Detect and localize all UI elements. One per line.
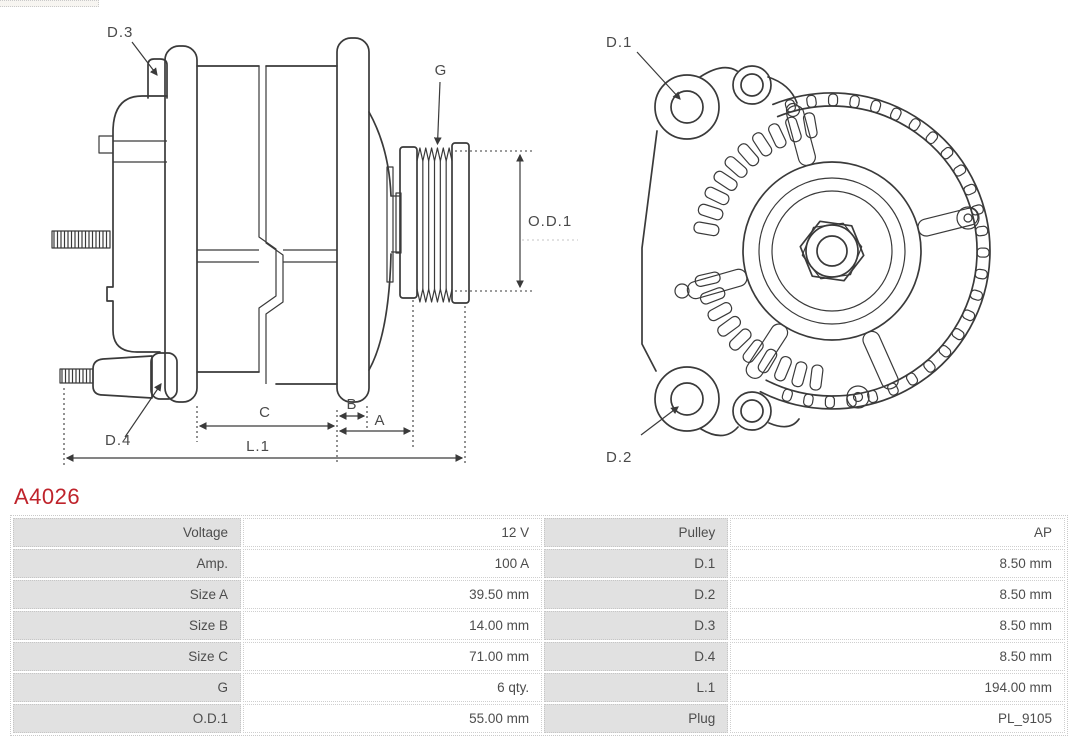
spec-value: 8.50 mm [730, 549, 1065, 578]
spec-label: D.4 [544, 642, 728, 671]
fan-spokes [685, 104, 979, 392]
spec-row [13, 704, 1065, 733]
label-g: G [434, 62, 448, 79]
label-d4: D.4 [105, 432, 132, 449]
spec-value: 8.50 mm [730, 580, 1065, 609]
shaft-nut [800, 221, 863, 280]
spec-label: L.1 [544, 673, 728, 702]
spec-value: 14.00 mm [243, 611, 542, 640]
mounting-hole-d2 [671, 383, 703, 415]
mounting-lug-bottom [93, 356, 152, 398]
spec-value: 71.00 mm [243, 642, 542, 671]
spec-label: G [13, 673, 241, 702]
spec-label: Voltage [13, 518, 241, 547]
spec-row [13, 611, 1065, 640]
spec-value: 8.50 mm [730, 642, 1065, 671]
mounting-ear-bottom [655, 367, 719, 431]
dimension-od1 [455, 151, 578, 291]
label-a: A [374, 412, 386, 429]
leader-d2 [641, 407, 678, 435]
label-l1: L.1 [246, 438, 270, 455]
label-d2: D.2 [606, 449, 633, 466]
spec-value: 6 qty. [243, 673, 542, 702]
casing-bosses [847, 207, 979, 408]
label-od1: O.D.1 [528, 213, 573, 230]
front-view-drawing [606, 34, 990, 466]
spec-value: 194.00 mm [730, 673, 1065, 702]
spec-row [13, 549, 1065, 578]
spec-label: Size C [13, 642, 241, 671]
label-d3: D.3 [107, 24, 134, 41]
drive-end-cone [369, 112, 401, 370]
spec-value: 8.50 mm [730, 611, 1065, 640]
rear-housing [107, 96, 167, 352]
side-view-drawing [52, 24, 578, 465]
spec-value: 100 A [243, 549, 542, 578]
label-c: C [259, 404, 271, 421]
spec-value: 55.00 mm [243, 704, 542, 733]
spec-label: D.3 [544, 611, 728, 640]
pulley-face [743, 162, 921, 340]
spec-row [13, 580, 1065, 609]
leader-g [438, 82, 441, 144]
spec-value: 39.50 mm [243, 580, 542, 609]
spec-label: Plug [544, 704, 728, 733]
mounting-plate [642, 66, 800, 436]
spec-label: Amp. [13, 549, 241, 578]
spec-label: D.2 [544, 580, 728, 609]
spec-label: D.1 [544, 549, 728, 578]
housing-rim-inner [766, 106, 977, 396]
mounting-ear-top [655, 75, 719, 139]
leader-d4 [125, 384, 161, 437]
spec-row [13, 518, 1065, 547]
front-bracket [337, 38, 369, 402]
spec-row [13, 642, 1065, 671]
spec-label: O.D.1 [13, 704, 241, 733]
spec-label: Size B [13, 611, 241, 640]
pulley [400, 143, 469, 303]
label-d1: D.1 [606, 34, 633, 51]
spec-label: Size A [13, 580, 241, 609]
rear-bracket [165, 46, 197, 402]
spec-value: 12 V [243, 518, 542, 547]
cooling-fins [781, 94, 989, 408]
label-b: B [346, 396, 358, 413]
mounting-hole-d1 [671, 91, 703, 123]
stator-body [197, 66, 337, 384]
part-number: A4026 [14, 484, 81, 509]
spec-label: Pulley [544, 518, 728, 547]
spec-row [13, 673, 1065, 702]
spec-value: PL_9105 [730, 704, 1065, 733]
housing-rim-outer [760, 93, 990, 409]
spec-value: AP [730, 518, 1065, 547]
spec-table [10, 515, 1068, 736]
